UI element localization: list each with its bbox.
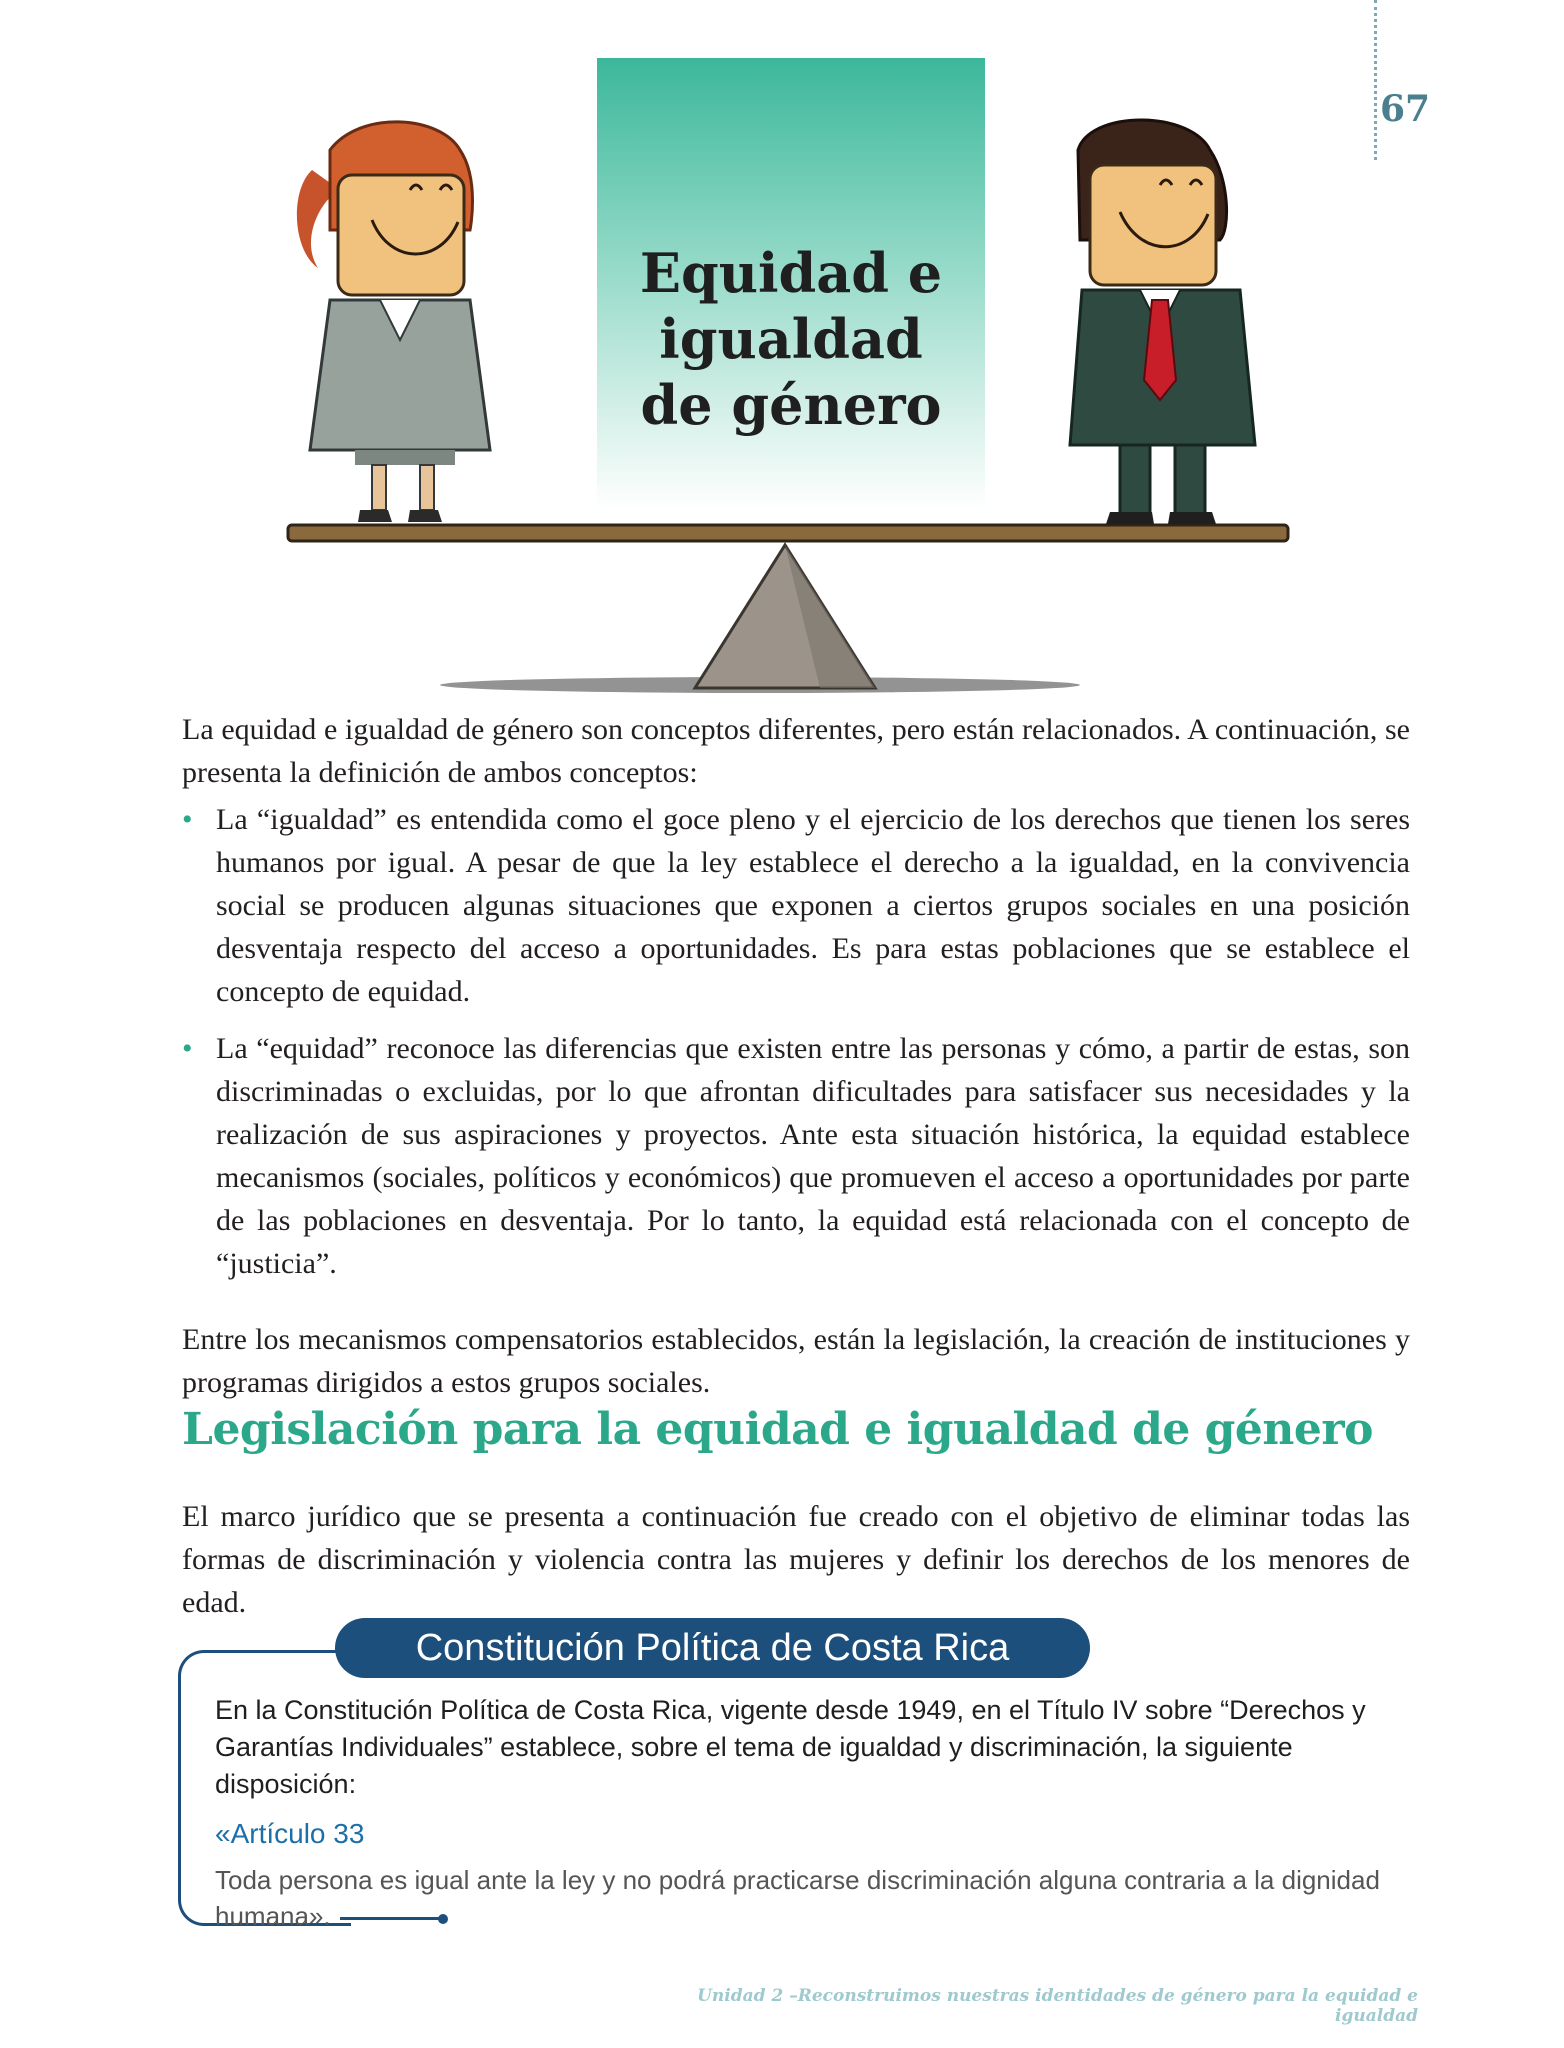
title-line-2: igualdad — [659, 307, 923, 371]
list-item — [182, 1027, 1410, 1285]
section-heading: Legislación para la equidad e igualdad de género — [182, 1404, 1373, 1455]
section-paragraph: El marco jurídico que se presenta a continuación fue creado con el objetivo de eliminar todas las formas de discriminación y violencia contra las mujeres y definir los derechos de los menores de edad. — [182, 1500, 1410, 1619]
definition-list — [182, 798, 1410, 1299]
mechanisms-paragraph: Entre los mecanismos compensatorios establecidos, están la legislación, la creación de instituciones y programas dirigidos a estos grupos sociales. — [182, 1323, 1410, 1399]
bullet-icon: • — [182, 803, 193, 836]
list-item — [182, 798, 1410, 1013]
title-line-1: Equidad e — [639, 241, 943, 305]
woman-figure — [297, 122, 490, 522]
page-footer: Unidad 2 –Reconstruimos nuestras identidades de género para la equidad e igualdad — [697, 1986, 1418, 2026]
title-line-3: de género — [640, 373, 942, 437]
man-figure — [1070, 120, 1255, 524]
article-text: Toda persona es igual ante la ley y no podrá practicarse discriminación alguna contraria a la dignidad humana». — [215, 1865, 1380, 1931]
article-heading: «Artículo 33 — [215, 1818, 365, 1849]
box-title: Constitución Política de Costa Rica — [335, 1618, 1090, 1678]
box-intro: En la Constitución Política de Costa Rica, vigente desde 1949, en el Título IV sobre “Derechos y Garantías Individuales” establece, sobre el tema de igualdad y discriminación, la siguiente disposición: — [215, 1695, 1366, 1799]
bullet-text-igualdad: La “igualdad” es entendida como el goce pleno y el ejercicio de los derechos que tienen los seres humanos por igual. A pesar de que la ley establece el derecho a la igualdad, en la convivencia social se producen algunas situaciones que exponen a ciertos grupos sociales en una posición desventaja respecto del acceso a oportunidades. Es para estas poblaciones que se establece el concepto de equidad. — [216, 803, 1410, 1008]
intro-paragraph: La equidad e igualdad de género son conceptos diferentes, pero están relacionados. A continuación, se presenta la definición de ambos conceptos: — [182, 713, 1410, 789]
bullet-text-equidad: La “equidad” reconoce las diferencias que existen entre las personas y cómo, a partir de estas, son discriminadas o excluidas, por lo que afrontan dificultades para satisfacer sus necesidades y la realización de sus aspiraciones y proyectos. Ante esta situación histórica, la equidad establece mecanismos (sociales, políticos y económicos) que promueven el acceso a oportunidades por parte de las poblaciones en desventaja. Por lo tanto, la equidad está relacionada con el concepto de “justicia”. — [216, 1032, 1410, 1280]
bullet-icon: • — [182, 1032, 193, 1065]
page-number: 67 — [1380, 88, 1431, 130]
page-title — [597, 240, 985, 438]
balance-plank — [288, 525, 1288, 541]
